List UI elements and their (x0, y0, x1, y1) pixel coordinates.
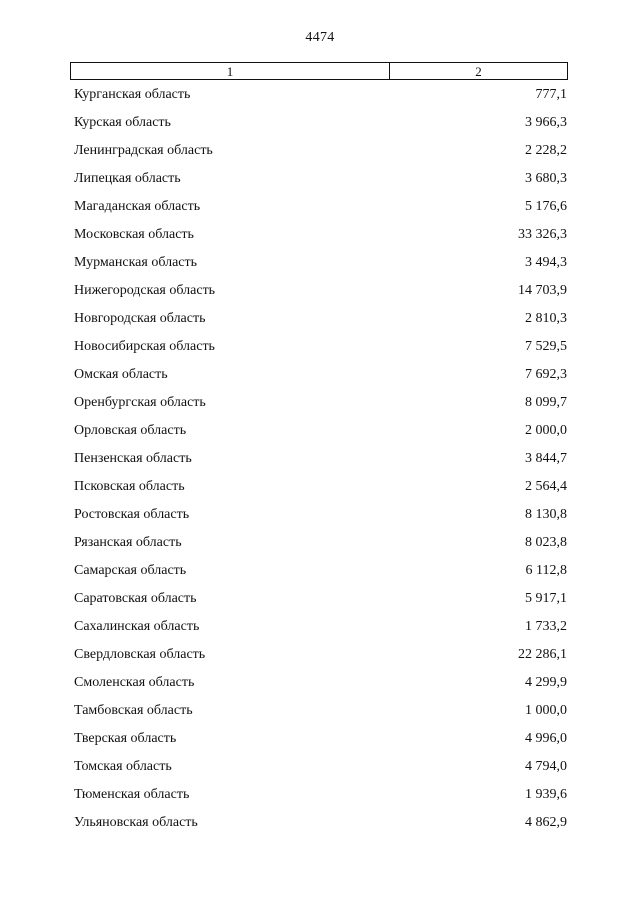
region-name: Свердловская область (74, 647, 206, 662)
region-value: 8 023,8 (525, 535, 567, 550)
region-value: 4 299,9 (525, 675, 567, 690)
region-value: 3 680,3 (525, 171, 567, 186)
table-row (74, 165, 567, 193)
table-row (74, 501, 567, 529)
region-value: 2 564,4 (525, 479, 567, 494)
region-name: Магаданская область (74, 199, 201, 214)
region-value: 7 529,5 (525, 339, 567, 354)
table-row (74, 361, 567, 389)
region-value: 6 112,8 (525, 563, 567, 578)
region-name: Рязанская область (74, 535, 182, 550)
region-name: Самарская область (74, 563, 187, 578)
region-name: Нижегородская область (74, 283, 216, 298)
region-name: Курская область (74, 115, 171, 130)
region-name: Ульяновская область (74, 815, 198, 830)
region-name: Сахалинская область (74, 619, 200, 634)
table-row (74, 81, 567, 109)
region-name: Тверская область (74, 731, 177, 746)
region-name: Новгородская область (74, 311, 206, 326)
table-row (74, 809, 567, 837)
table-row (74, 445, 567, 473)
region-name: Тюменская область (74, 787, 190, 802)
region-value: 7 692,3 (525, 367, 567, 382)
region-name: Мурманская область (74, 255, 198, 270)
region-name: Смоленская область (74, 675, 195, 690)
table-row (74, 417, 567, 445)
table-row (74, 613, 567, 641)
table-row (74, 305, 567, 333)
region-value: 8 099,7 (525, 395, 567, 410)
column-header-2: 2 (475, 63, 482, 79)
page-number: 4474 (305, 30, 335, 45)
table-row (74, 277, 567, 305)
table-row (74, 333, 567, 361)
region-value: 3 494,3 (525, 255, 567, 270)
region-name: Курганская область (74, 87, 191, 102)
region-name: Псковская область (74, 479, 185, 494)
table-row (74, 529, 567, 557)
table-row (74, 249, 567, 277)
table-row (74, 641, 567, 669)
table-row (74, 389, 567, 417)
table-row (74, 109, 567, 137)
region-name: Пензенская область (74, 451, 192, 466)
region-value: 1 939,6 (525, 787, 567, 802)
region-value: 1 000,0 (525, 703, 567, 718)
table-row (74, 557, 567, 585)
region-value: 4 996,0 (525, 731, 567, 746)
region-value: 2 228,2 (525, 143, 567, 158)
table-row (74, 753, 567, 781)
region-value: 3 844,7 (525, 451, 567, 466)
table-row (74, 473, 567, 501)
region-value: 5 917,1 (525, 591, 567, 606)
region-name: Новосибирская область (74, 339, 215, 354)
table-row (74, 669, 567, 697)
table-row (74, 137, 567, 165)
region-value: 2 810,3 (525, 311, 567, 326)
region-value: 14 703,9 (518, 283, 567, 298)
table-row (74, 193, 567, 221)
region-value: 4 862,9 (525, 815, 567, 830)
region-value: 5 176,6 (525, 199, 567, 214)
table-row (74, 781, 567, 809)
region-name: Ленинградская область (74, 143, 213, 158)
region-name: Липецкая область (74, 171, 181, 186)
region-value: 777,1 (535, 87, 567, 102)
region-name: Саратовская область (74, 591, 197, 606)
region-name: Омская область (74, 367, 168, 382)
table-row (74, 697, 567, 725)
region-value: 1 733,2 (525, 619, 567, 634)
region-value: 8 130,8 (525, 507, 567, 522)
table-header (70, 62, 568, 80)
region-value: 3 966,3 (525, 115, 567, 130)
table-row (74, 725, 567, 753)
region-value: 33 326,3 (518, 227, 567, 242)
region-name: Московская область (74, 227, 194, 242)
column-header-1: 1 (71, 63, 390, 79)
region-value: 2 000,0 (525, 423, 567, 438)
region-name: Орловская область (74, 423, 187, 438)
region-name: Томская область (74, 759, 172, 774)
region-name: Тамбовская область (74, 703, 193, 718)
region-value: 4 794,0 (525, 759, 567, 774)
table-body (74, 81, 567, 837)
region-name: Ростовская область (74, 507, 190, 522)
region-value: 22 286,1 (518, 647, 567, 662)
region-name: Оренбургская область (74, 395, 206, 410)
table-row (74, 585, 567, 613)
table-row (74, 221, 567, 249)
